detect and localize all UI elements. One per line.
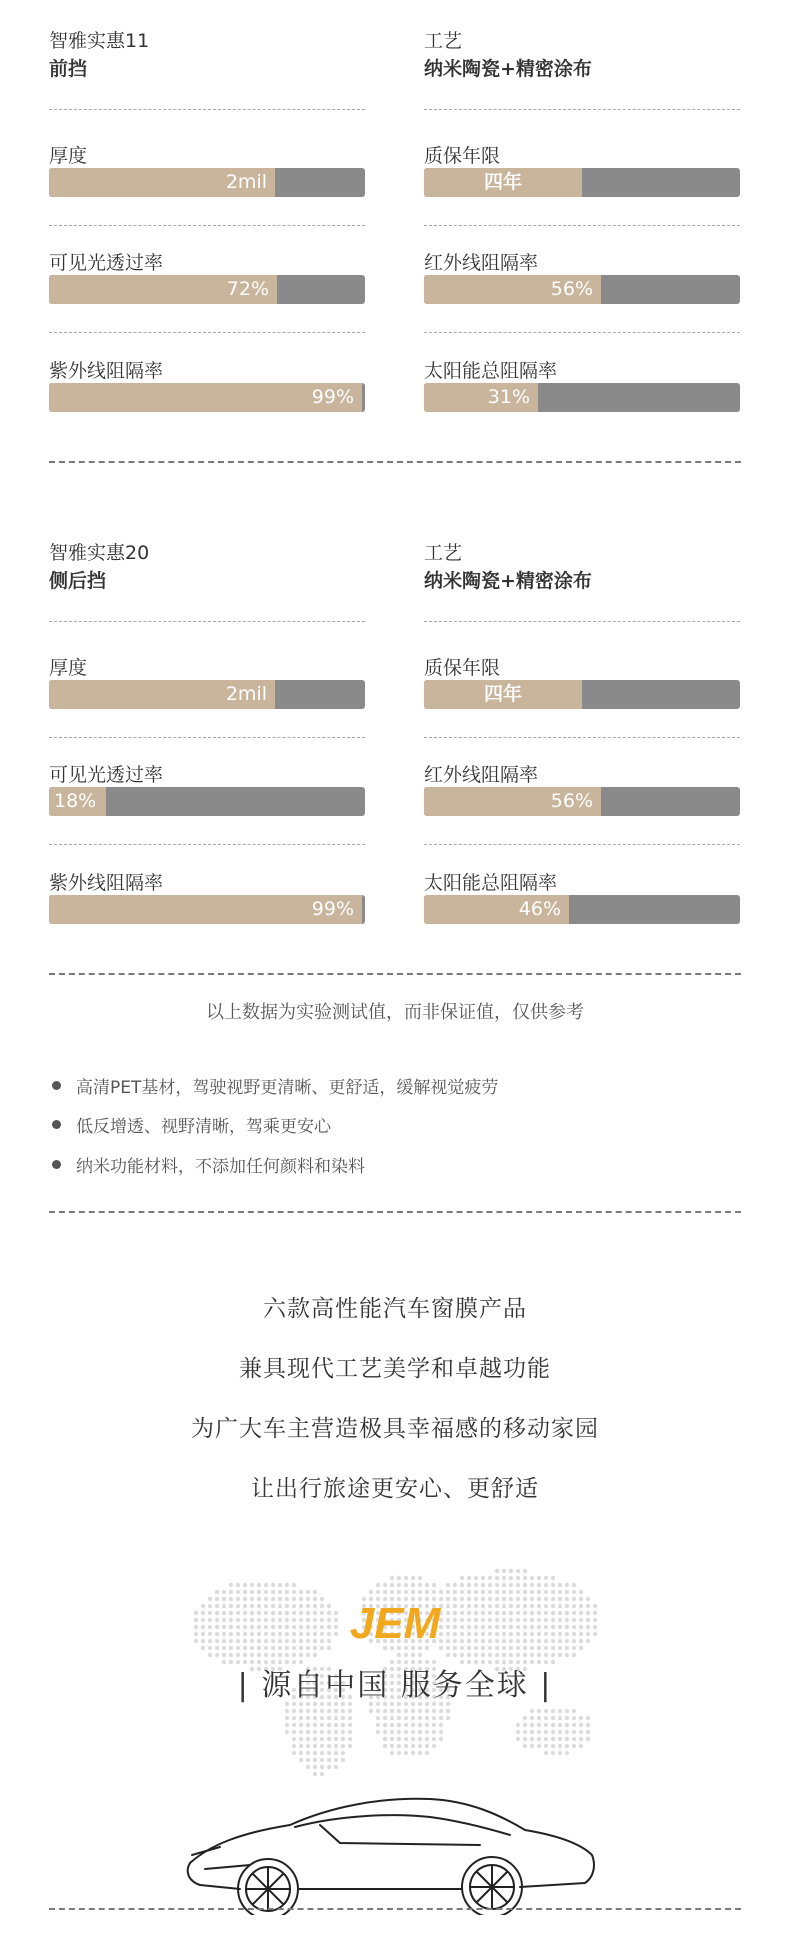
uv-block-label: 紫外线阻隔率	[49, 360, 164, 382]
divider	[49, 737, 365, 738]
visible-light-value: 72%	[226, 278, 269, 300]
thickness-label: 厚度	[49, 657, 88, 679]
divider	[49, 621, 365, 622]
uv-block-label: 紫外线阻隔率	[49, 872, 164, 894]
visible-light-label: 可见光透过率	[49, 252, 164, 274]
infrared-block-label: 红外线阻隔率	[424, 764, 539, 786]
bullet-dot-icon	[52, 1120, 61, 1129]
visible-light-bar	[49, 787, 365, 816]
solar-block-label: 太阳能总阻隔率	[424, 360, 558, 382]
film-position: 前挡	[49, 58, 88, 80]
infrared-block-bar	[424, 787, 740, 816]
uv-block-bar	[49, 383, 365, 412]
infrared-block-bar	[424, 275, 740, 304]
uv-block-value: 99%	[311, 898, 354, 920]
uv-block-bar	[49, 895, 365, 924]
disclaimer-text: 以上数据为实验测试值，而非保证值，仅供参考	[206, 1002, 584, 1023]
infrared-block-value: 56%	[550, 278, 593, 300]
warranty-label: 质保年限	[424, 657, 501, 679]
model-name: 智雅实惠11	[49, 30, 150, 52]
visible-light-value: 18%	[54, 790, 97, 812]
divider	[424, 737, 740, 738]
solar-block-value: 31%	[487, 386, 530, 408]
slogan-line: 六款高性能汽车窗膜产品	[263, 1296, 527, 1322]
thickness-bar	[49, 168, 365, 197]
warranty-value: 四年	[483, 683, 522, 705]
warranty-value: 四年	[483, 171, 522, 193]
spec-col-left	[49, 538, 365, 958]
warranty-bar	[424, 680, 740, 709]
craft-label: 工艺	[424, 30, 463, 52]
slogan-line: 让出行旅途更安心、更舒适	[251, 1476, 539, 1502]
thickness-value: 2mil	[225, 683, 267, 705]
craft-value: 纳米陶瓷+精密涂布	[424, 58, 592, 80]
infrared-block-value: 56%	[550, 790, 593, 812]
divider	[424, 109, 740, 110]
spec-group-2	[49, 538, 741, 978]
section-divider	[49, 1908, 741, 1910]
solar-block-bar	[424, 383, 740, 412]
thickness-label: 厚度	[49, 145, 88, 167]
bullet-dot-icon	[52, 1081, 61, 1090]
visible-light-label: 可见光透过率	[49, 764, 164, 786]
warranty-bar	[424, 168, 740, 197]
spec-group-1	[49, 26, 741, 466]
divider	[424, 225, 740, 226]
section-divider	[49, 973, 741, 975]
divider	[424, 332, 740, 333]
divider	[49, 109, 365, 110]
solar-block-label: 太阳能总阻隔率	[424, 872, 558, 894]
thickness-bar	[49, 680, 365, 709]
slogan-line: 为广大车主营造极具幸福感的移动家园	[191, 1416, 599, 1442]
car-sketch-icon	[180, 1785, 600, 1915]
spec-col-right	[424, 538, 740, 958]
section-divider	[49, 461, 741, 463]
warranty-label: 质保年限	[424, 145, 501, 167]
visible-light-bar	[49, 275, 365, 304]
model-name: 智雅实惠20	[49, 542, 150, 564]
divider	[49, 225, 365, 226]
divider	[49, 332, 365, 333]
craft-label: 工艺	[424, 542, 463, 564]
divider	[49, 844, 365, 845]
craft-value: 纳米陶瓷+精密涂布	[424, 570, 592, 592]
uv-block-value: 99%	[311, 386, 354, 408]
bullet-dot-icon	[52, 1160, 61, 1169]
slogan-line: 兼具现代工艺美学和卓越功能	[239, 1356, 551, 1382]
spec-col-left	[49, 26, 365, 446]
jem-logo	[305, 1600, 485, 1645]
film-position: 侧后挡	[49, 570, 107, 592]
divider	[424, 621, 740, 622]
feature-text: 高清PET基材，驾驶视野更清晰、更舒适，缓解视觉疲劳	[76, 1078, 499, 1098]
section-divider	[49, 1211, 741, 1213]
spec-col-right	[424, 26, 740, 446]
thickness-value: 2mil	[225, 171, 267, 193]
divider	[424, 844, 740, 845]
feature-text: 低反增透、视野清晰，驾乘更安心	[76, 1117, 331, 1137]
solar-block-value: 46%	[518, 898, 561, 920]
infrared-block-label: 红外线阻隔率	[424, 252, 539, 274]
solar-block-bar	[424, 895, 740, 924]
feature-text: 纳米功能材料，不添加任何颜料和染料	[76, 1157, 365, 1177]
brand-tagline: | 源自中国 服务全球 |	[237, 1668, 553, 1703]
logo-text: JEM	[349, 1600, 441, 1645]
